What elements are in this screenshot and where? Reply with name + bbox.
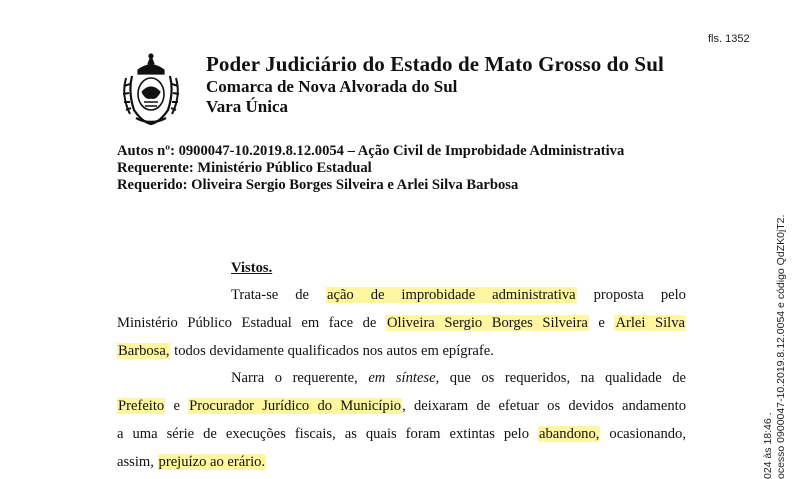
court-title: Poder Judiciário do Estado de Mato Grosso do Sul <box>206 52 664 76</box>
highlighted-text: prejuízo ao erário. <box>158 454 266 470</box>
page-number: fls. 1352 <box>708 33 750 45</box>
highlighted-text: abandono, <box>539 426 600 442</box>
digital-signature-stamp: 024 às 18:46 . ocesso 0900047-10.2019.8.12.0054 e código QdZK0jT2. <box>762 214 787 479</box>
highlighted-text: Oliveira Sergio Borges Silveira <box>386 315 588 331</box>
highlighted-text: Barbosa, <box>118 343 170 359</box>
requerente: Requerente: Ministério Público Estadual <box>117 160 372 176</box>
paragraph-line: assim, prejuízo ao erário. <box>117 454 266 470</box>
paragraph-line: Trata-se de ação de improbidade administrativa proposta pelo <box>231 287 686 303</box>
vara-name: Vara Única <box>206 97 289 116</box>
highlighted-text: Prefeito <box>118 398 165 414</box>
court-emblem-icon <box>118 52 184 126</box>
highlighted-text: ação de improbidade administrativa <box>327 287 576 303</box>
paragraph-line: Barbosa, todos devidamente qualificados nos autos em epígrafe. <box>118 343 494 359</box>
vistos-heading: Vistos. <box>231 260 273 276</box>
paragraph-line: Prefeito e Procurador Jurídico do Município, deixaram de efetuar os devidos andamento <box>118 398 687 414</box>
paragraph-line: Narra o requerente, em síntese, que os requeridos, na qualidade de <box>231 370 687 386</box>
case-info <box>117 143 624 194</box>
court-header <box>206 51 664 117</box>
comarca-name: Comarca de Nova Alvorada do Sul <box>206 77 458 96</box>
highlighted-text: Procurador Jurídico do Município <box>189 398 402 414</box>
paragraph-line: a uma série de execuções fiscais, as quais foram extintas pelo abandono, ocasionando, <box>117 426 687 442</box>
requerido: Requerido: Oliveira Sergio Borges Silveira e Arlei Silva Barbosa <box>117 177 519 193</box>
highlighted-text: Arlei Silva <box>615 315 685 331</box>
paragraph-line: Ministério Público Estadual em face de Oliveira Sergio Borges Silveira e Arlei Silva <box>117 315 685 331</box>
case-number: Autos nº: 0900047-10.2019.8.12.0054 – Ação Civil de Improbidade Administrativa <box>117 143 625 159</box>
